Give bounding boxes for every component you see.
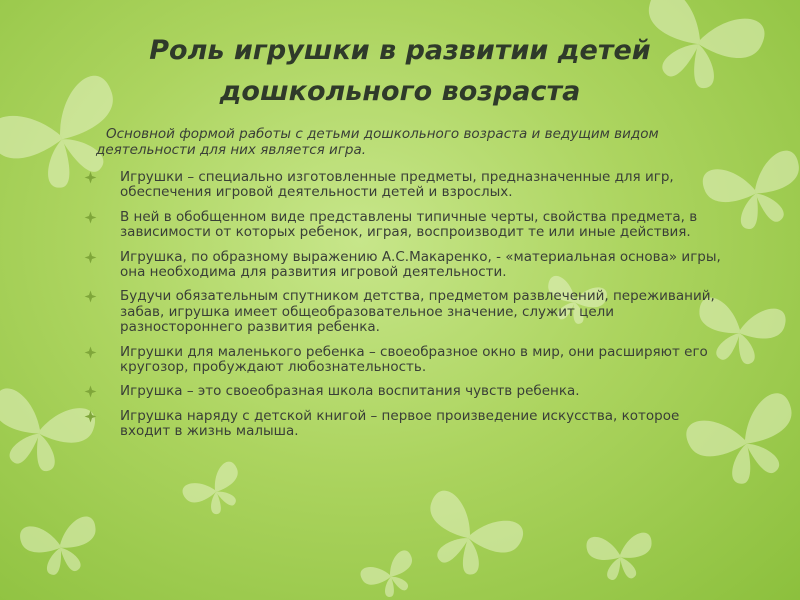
list-item-text: Игрушки для маленького ребенка – своеобразное окно в мир, они расширяют его кругозор, пробуждают любознательность.	[120, 343, 708, 376]
list-item	[82, 289, 722, 335]
diamond-bullet-icon	[84, 171, 97, 184]
list-item	[82, 384, 722, 399]
list-item-text: Игрушки – специально изготовленные предметы, предназначенные для игр, обеспечения игровой деятельности детей и взрослых.	[120, 169, 674, 201]
diamond-bullet-icon	[84, 410, 97, 423]
list-item	[82, 250, 722, 281]
title-line-1: Роль игрушки в развитии детей	[149, 35, 651, 66]
butterfly-icon	[410, 487, 527, 589]
list-item-text: В ней в обобщенном виде представлены типичные черты, свойства предмета, в зависимости от которых ребенок, играя, воспроизводит те или иные действия.	[120, 208, 698, 241]
list-item-text: Игрушка, по образному выражению А.С.Макаренко, - «материальная основа» игры, она необходима для развития игровой деятельности.	[120, 248, 721, 281]
bullet-list	[82, 170, 722, 449]
list-item-text: Игрушка наряду с детской книгой – первое произведение искусства, которое входит в жизнь малыша.	[120, 407, 680, 440]
list-item	[82, 210, 722, 241]
butterfly-icon	[586, 532, 655, 582]
list-item-text: Будучи обязательным спутником детства, предметом развлечений, переживаний, забав, игрушка имеет общеобразовательное значение, служит цели разностороннего развития ребенка.	[120, 288, 715, 336]
diamond-bullet-icon	[84, 346, 97, 359]
slide-title	[100, 30, 700, 112]
list-item	[82, 345, 722, 376]
diamond-bullet-icon	[84, 290, 97, 303]
butterfly-icon	[358, 548, 423, 600]
butterfly-icon	[18, 515, 102, 579]
diamond-bullet-icon	[84, 211, 97, 224]
diamond-bullet-icon	[84, 385, 97, 398]
list-item-text: Игрушка – это своеобразная школа воспитания чувств ребенка.	[120, 383, 580, 400]
intro-paragraph: Основной формой работы с детьми дошкольного возраста и ведущим видом деятельности для них является игра.	[96, 126, 659, 158]
list-item	[82, 409, 722, 440]
butterfly-icon	[180, 459, 252, 524]
title-line-2: дошкольного возраста	[219, 76, 581, 107]
diamond-bullet-icon	[84, 251, 97, 264]
list-item	[82, 170, 722, 201]
